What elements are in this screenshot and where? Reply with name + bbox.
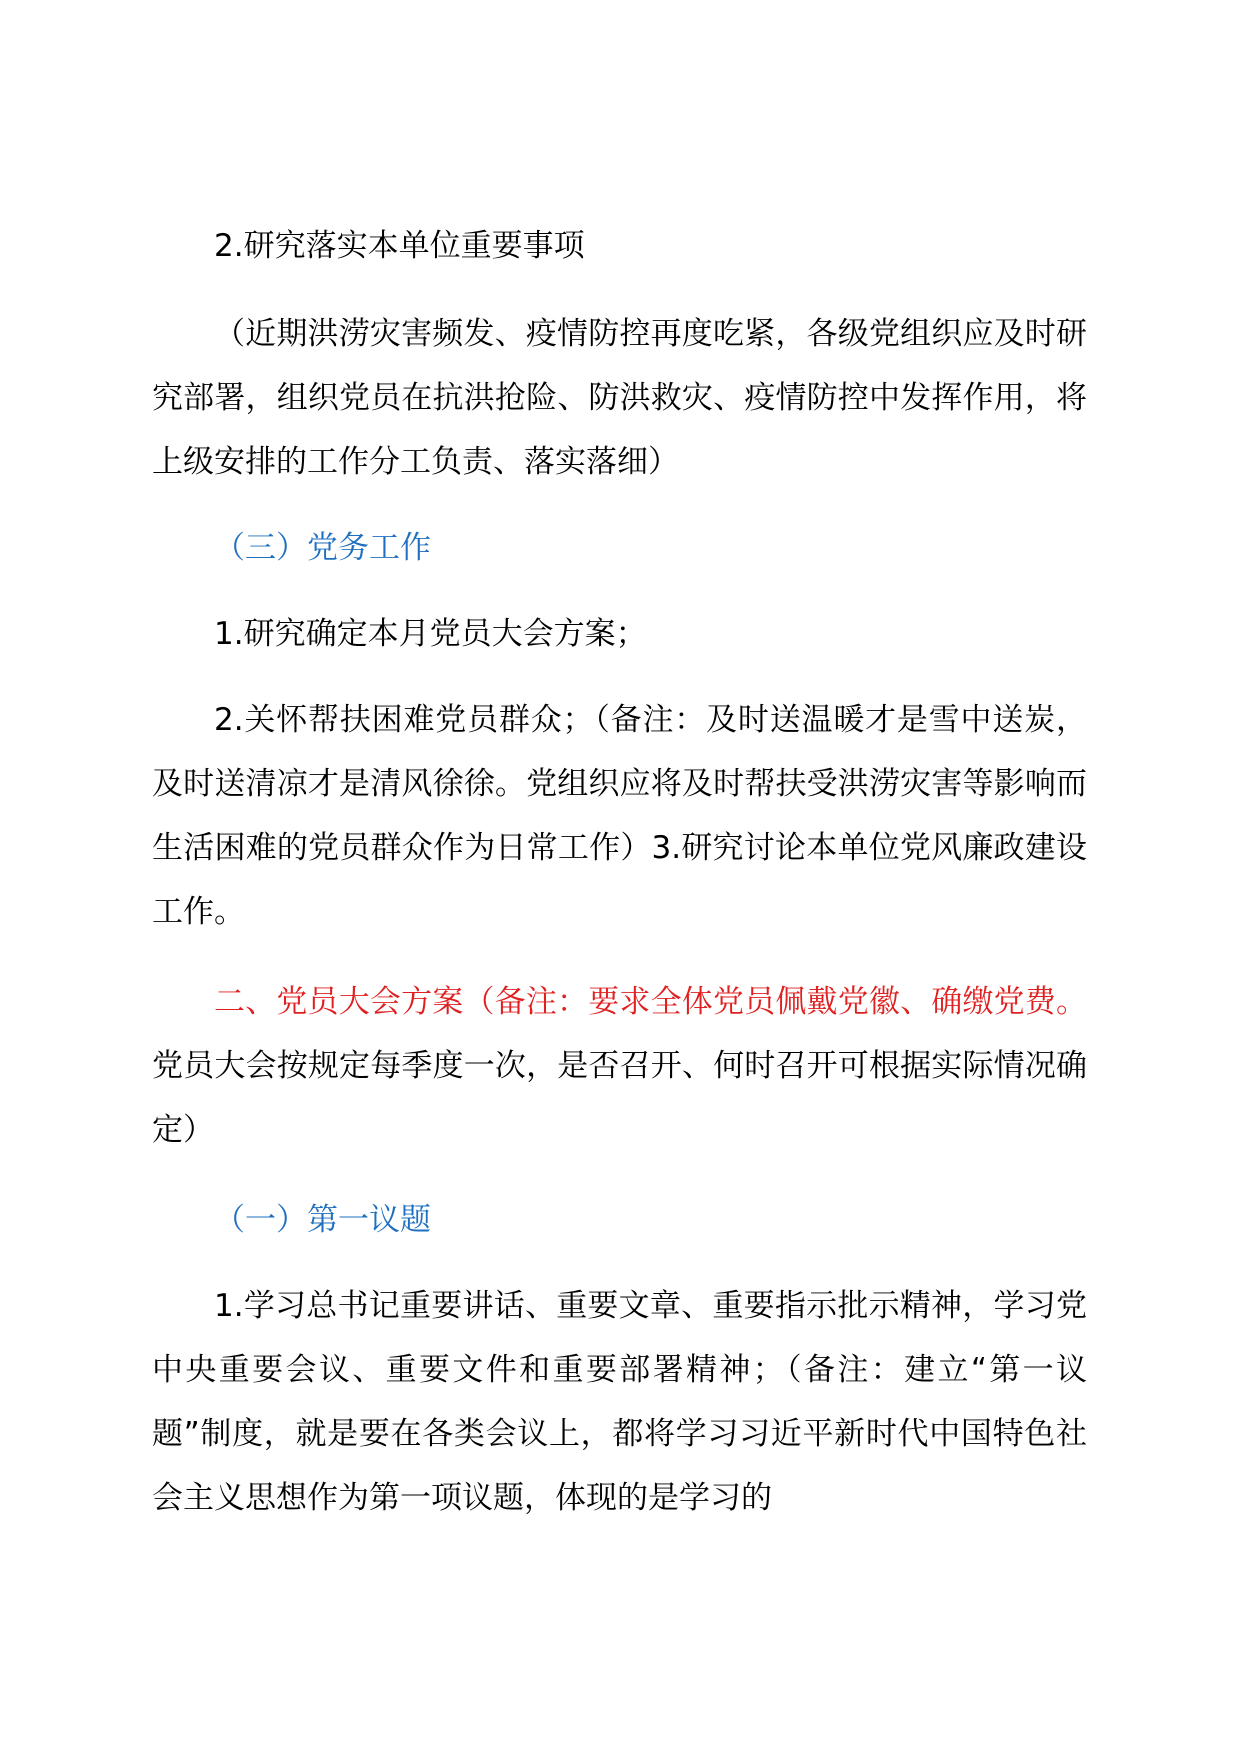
document-body	[152, 214, 1087, 1530]
section-heading-party-affairs: （三）党务工作	[214, 530, 431, 566]
item-research-key-matters: 2.研究落实本单位重要事项	[214, 228, 585, 264]
section-heading-first-topic: （一）第一议题	[214, 1202, 431, 1238]
item-study-speeches: 1.学习总书记重要讲话、重要文章、重要指示批示精神，学习党中央重要会议、重要文件和重要部署精神；（备注：建立“第一议题”制度，就是要在各类会议上，都将学习习近平新时代中国特色社会主义思想作为第一项议题，体现的是学习的	[152, 1288, 1087, 1516]
section-heading-member-meeting	[152, 970, 1087, 1162]
item-care-needy-members: 2.关怀帮扶困难党员群众；（备注：及时送温暖才是雪中送炭，及时送清凉才是清风徐徐。党组织应将及时帮扶受洪涝灾害等影响而生活困难的党员群众作为日常工作）3.研究讨论本单位党风廉政建设工作。	[152, 702, 1087, 930]
note-flood-epidemic: （近期洪涝灾害频发、疫情防控再度吃紧，各级党组织应及时研究部署，组织党员在抗洪抢险、防洪救灾、疫情防控中发挥作用，将上级安排的工作分工负责、落实落细）	[152, 316, 1087, 480]
member-meeting-heading-note: 党员大会按规定每季度一次，是否召开、何时召开可根据实际情况确定）	[152, 1048, 1087, 1148]
item-member-meeting-plan: 1.研究确定本月党员大会方案；	[214, 616, 647, 652]
member-meeting-heading-red: 二、党员大会方案（备注：要求全体党员佩戴党徽、确缴党费。	[214, 984, 1087, 1020]
